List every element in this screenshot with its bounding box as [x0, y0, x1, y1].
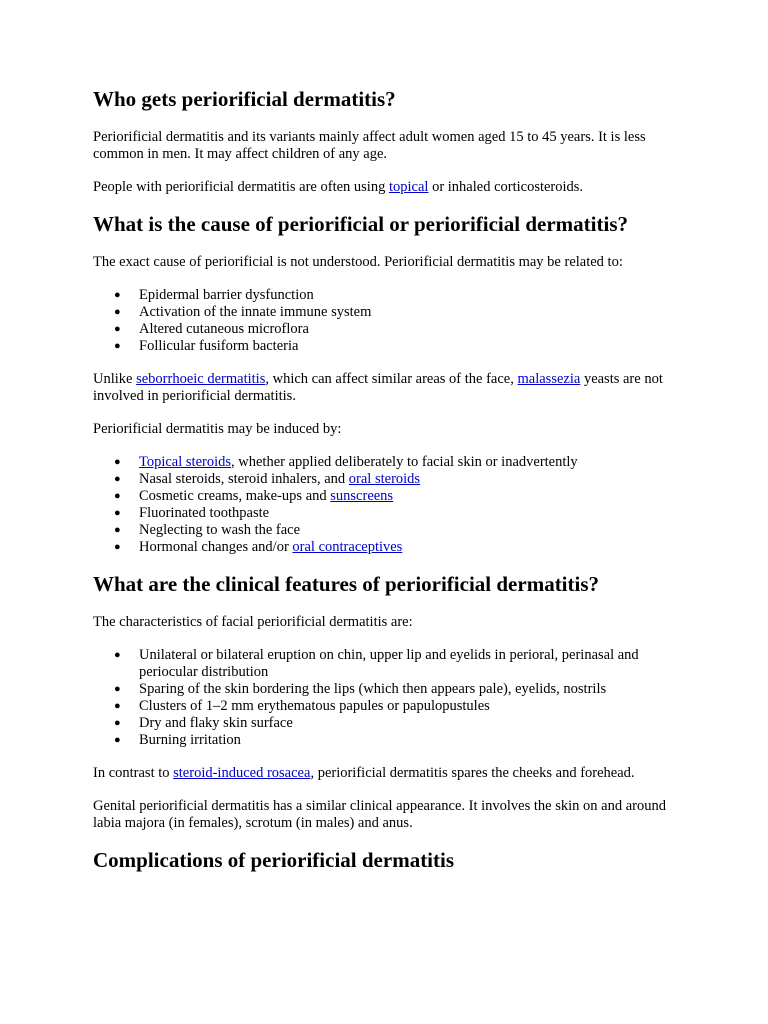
list-item	[93, 522, 688, 539]
spacer	[93, 163, 688, 179]
bullet-icon: ●	[114, 507, 121, 519]
paragraph	[93, 614, 688, 631]
text-run: , which can affect similar areas of the face,	[265, 371, 518, 387]
inline-link[interactable]: steroid-induced rosacea	[173, 765, 311, 781]
bullet-icon: ●	[114, 700, 121, 712]
bullet-icon: ●	[114, 683, 121, 695]
bullet-icon: ●	[114, 524, 121, 536]
spacer	[93, 597, 688, 614]
spacer	[93, 237, 688, 254]
text-run: The characteristics of facial periorificial dermatitis are:	[93, 614, 413, 630]
bullet-list	[93, 647, 688, 749]
spacer	[93, 832, 688, 848]
text-run: Hormonal changes and/or	[139, 539, 293, 555]
spacer	[93, 196, 688, 212]
paragraph	[93, 421, 688, 438]
text-run: In contrast to	[93, 765, 174, 781]
bullet-icon: ●	[114, 340, 121, 352]
text-run: The exact cause of periorificial is not understood. Periorificial dermatitis may be related to:	[93, 254, 623, 270]
text-run: Neglecting to wash the face	[139, 522, 301, 538]
paragraph	[93, 765, 688, 782]
list-item	[93, 338, 688, 355]
inline-link[interactable]: Topical steroids	[139, 454, 232, 470]
bullet-icon: ●	[114, 289, 121, 301]
text-run: Sparing of the skin bordering the lips (which then appears pale), eyelids, nostrils	[139, 681, 607, 697]
text-run: People with periorificial dermatitis are often using	[93, 179, 389, 195]
text-run: Follicular fusiform bacteria	[139, 338, 299, 354]
list-item	[93, 647, 688, 681]
inline-link[interactable]: oral steroids	[348, 471, 421, 487]
list-item	[93, 732, 688, 749]
inline-link[interactable]: malassezia	[517, 371, 581, 387]
list-item	[93, 681, 688, 698]
spacer	[93, 631, 688, 647]
text-run: Clusters of 1–2 mm erythematous papules or papulopustules	[139, 698, 490, 714]
list-item	[93, 471, 688, 488]
paragraph	[93, 254, 688, 271]
text-run: Activation of the innate immune system	[139, 304, 372, 320]
bullet-icon: ●	[114, 734, 121, 746]
bullet-icon: ●	[114, 649, 121, 661]
text-run: Periorificial dermatitis may be induced by:	[93, 421, 342, 437]
bullet-icon: ●	[114, 323, 121, 335]
list-item	[93, 698, 688, 715]
text-run: or inhaled corticosteroids.	[428, 179, 584, 195]
spacer	[93, 271, 688, 287]
list-item	[93, 488, 688, 505]
paragraph	[93, 798, 688, 832]
inline-link[interactable]: sunscreens	[330, 488, 394, 504]
list-item	[93, 715, 688, 732]
bullet-list	[93, 454, 688, 556]
text-run: Periorificial dermatitis and its variants mainly affect adult women aged 15 to 45 years. It is less common in men. It may affect children of any age.	[93, 129, 646, 162]
spacer	[93, 405, 688, 421]
list-item	[93, 304, 688, 321]
text-run: Cosmetic creams, make-ups and	[139, 488, 331, 504]
spacer	[93, 782, 688, 798]
text-run: Unilateral or bilateral eruption on chin, upper lip and eyelids in perioral, perinasal and periocular distribution	[139, 647, 639, 680]
text-run: Epidermal barrier dysfunction	[139, 287, 314, 303]
bullet-icon: ●	[114, 490, 121, 502]
paragraph	[93, 129, 688, 163]
bullet-icon: ●	[114, 541, 121, 553]
text-run: Nasal steroids, steroid inhalers, and	[139, 471, 349, 487]
spacer	[93, 438, 688, 454]
bullet-icon: ●	[114, 456, 121, 468]
list-item	[93, 539, 688, 556]
section-heading: Who gets periorificial dermatitis?	[93, 87, 396, 111]
spacer	[93, 112, 688, 129]
spacer	[93, 749, 688, 765]
bullet-icon: ●	[114, 306, 121, 318]
section-heading: What are the clinical features of periorificial dermatitis?	[93, 572, 600, 596]
list-item	[93, 454, 688, 471]
text-run: Genital periorificial dermatitis has a similar clinical appearance. It involves the skin on and around labia majora (in females), scrotum (in males) and anus.	[93, 798, 666, 831]
paragraph	[93, 179, 688, 196]
text-run: Fluorinated toothpaste	[139, 505, 270, 521]
text-run: Unlike	[93, 371, 137, 387]
spacer	[93, 355, 688, 371]
text-run: , whether applied deliberately to facial skin or inadvertently	[231, 454, 578, 470]
inline-link[interactable]: seborrhoeic dermatitis	[136, 371, 266, 387]
text-run: Dry and flaky skin surface	[139, 715, 293, 731]
section-heading: What is the cause of periorificial or periorificial dermatitis?	[93, 212, 628, 236]
inline-link[interactable]: oral contraceptives	[292, 539, 403, 555]
spacer	[93, 556, 688, 572]
paragraph	[93, 371, 688, 405]
inline-link[interactable]: topical	[388, 179, 429, 195]
list-item	[93, 321, 688, 338]
section-heading: Complications of periorificial dermatitis	[93, 848, 455, 872]
list-item	[93, 287, 688, 304]
text-run: Burning irritation	[139, 732, 241, 748]
bullet-icon: ●	[114, 717, 121, 729]
text-run: , periorificial dermatitis spares the cheeks and forehead.	[310, 765, 635, 781]
text-run: yeasts are not involved in periorificial dermatitis.	[93, 371, 663, 404]
list-item	[93, 505, 688, 522]
bullet-list	[93, 287, 688, 355]
bullet-icon: ●	[114, 473, 121, 485]
text-run: Altered cutaneous microflora	[139, 321, 309, 337]
